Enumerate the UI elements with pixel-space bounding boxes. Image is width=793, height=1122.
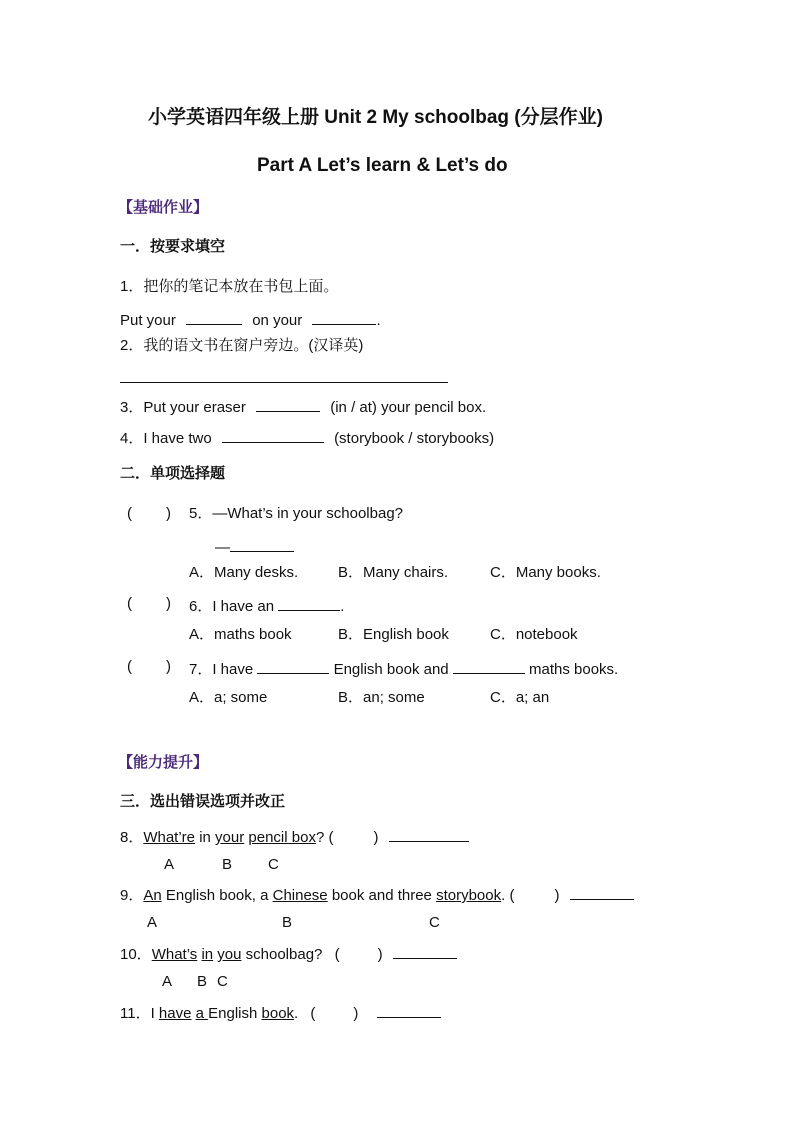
- question-1: [120, 279, 338, 294]
- answer-blank[interactable]: [222, 428, 324, 443]
- underlined-option-b: your: [215, 829, 245, 846]
- question-number: 10．: [120, 946, 152, 963]
- section-basic-label: 【基础作业】: [118, 199, 209, 216]
- sentence-part: schoolbag?: [241, 946, 323, 963]
- sentence-part: (in / at) your pencil box.: [330, 399, 487, 416]
- sentence-part: ?: [315, 829, 325, 846]
- option-letter-b: B: [282, 914, 293, 931]
- question-number: 4．: [120, 430, 144, 447]
- option-c[interactable]: C．notebook: [490, 626, 578, 643]
- sentence-end: .: [376, 312, 381, 329]
- section-advanced-label: 【能力提升】: [118, 754, 209, 771]
- answer-blank[interactable]: [453, 659, 525, 674]
- underlined-option-c: book: [261, 1005, 295, 1022]
- question-text: 把你的笔记本放在书包上面。: [143, 278, 339, 295]
- question-number: 2．: [120, 337, 144, 354]
- option-letter-b: B: [222, 856, 233, 873]
- question-7: [189, 659, 618, 677]
- answer-paren-open: (: [328, 829, 334, 846]
- answer-paren-open: (: [310, 1005, 316, 1022]
- sentence-part: I have: [212, 661, 254, 678]
- underlined-option-a: What’re: [143, 829, 196, 846]
- question-number: 1．: [120, 278, 144, 295]
- question-9: [120, 885, 634, 903]
- option-letter-b: B: [197, 973, 208, 990]
- sentence-part: English book, a: [161, 887, 273, 904]
- underlined-option-b: in: [201, 946, 214, 963]
- question-10: [120, 944, 457, 962]
- sentence-end: .: [340, 598, 345, 615]
- answer-paren-close: ): [166, 505, 171, 522]
- part2-heading: 二．单项选择题: [120, 465, 226, 482]
- answer-blank[interactable]: [393, 944, 457, 959]
- answer-blank[interactable]: [257, 659, 329, 674]
- sentence-part: English: [208, 1005, 262, 1022]
- underlined-option-c: storybook: [436, 887, 502, 904]
- question-2: [120, 338, 363, 353]
- sentence-part: I: [150, 1005, 159, 1022]
- answer-blank[interactable]: [312, 310, 376, 325]
- answer-paren-open: (: [127, 595, 132, 612]
- answer-paren-close: ): [166, 658, 171, 675]
- question-4: [120, 428, 494, 446]
- question-text: I have an: [212, 598, 275, 615]
- answer-paren-close: ): [377, 946, 383, 963]
- answer-blank[interactable]: [377, 1003, 441, 1018]
- sentence-part: .: [294, 1005, 299, 1022]
- question-5: [189, 506, 403, 521]
- option-letter-c: C: [217, 973, 228, 990]
- question-text: 我的语文书在窗户旁边。(汉译英): [143, 337, 364, 354]
- question-number: 7．: [189, 661, 213, 678]
- option-letter-c: C: [429, 914, 440, 931]
- answer-paren-close: ): [353, 1005, 359, 1022]
- answer-paren-close: ): [373, 829, 379, 846]
- underlined-option-a: have: [158, 1005, 192, 1022]
- part1-heading: 一．按要求填空: [120, 238, 226, 255]
- answer-paren-close: ): [166, 595, 171, 612]
- answer-paren-open: (: [334, 946, 340, 963]
- sentence-part: in: [195, 829, 216, 846]
- question-6: [189, 596, 344, 614]
- sentence-part: Put your: [120, 312, 176, 329]
- underlined-option-c: you: [217, 946, 242, 963]
- option-b[interactable]: B．an; some: [338, 689, 425, 706]
- sentence-part: .: [501, 887, 506, 904]
- answer-paren-open: (: [127, 658, 132, 675]
- page-subtitle: Part A Let’s learn & Let’s do: [257, 155, 508, 176]
- part3-heading: 三．选出错误选项并改正: [120, 793, 286, 810]
- page-title: 小学英语四年级上册 Unit 2 My schoolbag (分层作业): [148, 107, 603, 128]
- sentence-part: book and three: [327, 887, 437, 904]
- question-number: 5．: [189, 505, 213, 522]
- answer-blank[interactable]: [389, 827, 469, 842]
- option-a[interactable]: A．a; some: [189, 689, 268, 706]
- question-number: 8．: [120, 829, 144, 846]
- answer-paren-close: ): [554, 887, 560, 904]
- answer-blank[interactable]: [278, 596, 340, 611]
- sentence-part: maths books.: [529, 661, 619, 678]
- sentence-part: (storybook / storybooks): [334, 430, 495, 447]
- underlined-option-b: Chinese: [272, 887, 328, 904]
- question-number: 6．: [189, 598, 213, 615]
- sentence-part: Put your eraser: [143, 399, 246, 416]
- answer-blank[interactable]: [230, 537, 294, 552]
- answer-blank[interactable]: [256, 397, 320, 412]
- question-5-reply: [215, 537, 294, 555]
- sentence-part: English book and: [333, 661, 449, 678]
- option-b[interactable]: B．English book: [338, 626, 449, 643]
- answer-blank[interactable]: [570, 885, 634, 900]
- underlined-option-a: What’s: [151, 946, 198, 963]
- answer-blank[interactable]: [186, 310, 242, 325]
- sentence-part: I have two: [143, 430, 212, 447]
- question-text: —What’s in your schoolbag?: [212, 505, 404, 522]
- question-11: [120, 1003, 441, 1021]
- option-letter-a: A: [164, 856, 175, 873]
- question-1-sentence: [120, 310, 381, 328]
- question-number: 3．: [120, 399, 144, 416]
- option-letter-c: C: [268, 856, 279, 873]
- option-letter-a: A: [147, 914, 158, 931]
- option-c[interactable]: C．a; an: [490, 689, 550, 706]
- underlined-option-c: pencil box: [248, 829, 316, 846]
- sentence-part: on your: [252, 312, 303, 329]
- question-number: 9．: [120, 887, 144, 904]
- underlined-option-b: a: [195, 1005, 209, 1022]
- answer-line[interactable]: [120, 382, 448, 383]
- option-a[interactable]: A．maths book: [189, 626, 292, 643]
- question-number: 11．: [120, 1005, 151, 1022]
- reply-dash: —: [215, 539, 230, 556]
- option-c[interactable]: C．Many books.: [490, 564, 601, 581]
- answer-paren-open: (: [509, 887, 515, 904]
- underlined-option-a: An: [143, 887, 162, 904]
- question-8: [120, 827, 469, 845]
- option-b[interactable]: B．Many chairs.: [338, 564, 449, 581]
- option-letter-a: A: [162, 973, 173, 990]
- option-a[interactable]: A．Many desks.: [189, 564, 299, 581]
- question-3: [120, 397, 486, 415]
- answer-paren-open: (: [127, 505, 132, 522]
